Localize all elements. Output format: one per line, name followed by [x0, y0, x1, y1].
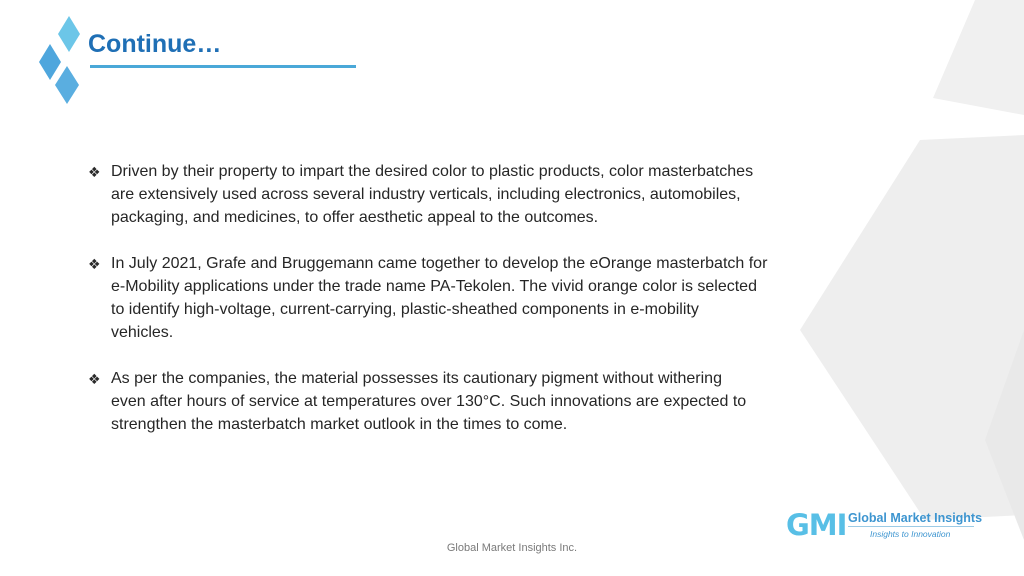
bullet-line: vehicles.: [111, 324, 174, 341]
bullet-line: to identify high-voltage, current-carrying, plastic-sheathed components in e-mobility: [111, 301, 699, 318]
diamond-quad-icon: ❖: [88, 256, 101, 272]
footer-text: Global Market Insights Inc.: [446, 542, 578, 554]
brand-name: Global Market Insights: [848, 511, 983, 525]
bullet-item: [88, 367, 848, 436]
diamond-quad-icon: ❖: [88, 371, 101, 387]
title-underline: [90, 65, 356, 68]
brand-divider: [848, 526, 974, 527]
diamond-quad-icon: ❖: [88, 164, 101, 180]
bullet-line: e-Mobility applications under the trade name PA-Tekolen. The vivid orange color is selected: [111, 278, 757, 295]
bullet-line: packaging, and medicines, to offer aesthetic appeal to the outcomes.: [111, 209, 599, 226]
bullet-line: Driven by their property to impart the desired color to plastic products, color masterbatches: [111, 163, 754, 180]
bullet-line: As per the companies, the material possesses its cautionary pigment without withering: [111, 370, 722, 387]
brand-mark: GMI: [786, 508, 847, 542]
bullet-line: In July 2021, Grafe and Bruggemann came together to develop the eOrange masterbatch for: [111, 255, 768, 272]
brand-tagline: Insights to Innovation: [870, 529, 951, 539]
bg-chevron-top: [933, 0, 1024, 115]
bullet-item: [88, 252, 848, 344]
bullet-line: are extensively used across several industry verticals, including electronics, automobiles,: [111, 186, 741, 203]
brand-logo: [786, 506, 986, 546]
bullet-item: [88, 160, 848, 229]
header-diamonds-icon: [36, 14, 84, 110]
bullet-line: even after hours of service at temperatures over 130°C. Such innovations are expected to: [111, 393, 747, 410]
bullet-line: strengthen the masterbatch market outlook in the times to come.: [111, 416, 568, 433]
bullet-list: [88, 160, 848, 459]
page-title: Continue…: [88, 30, 222, 58]
